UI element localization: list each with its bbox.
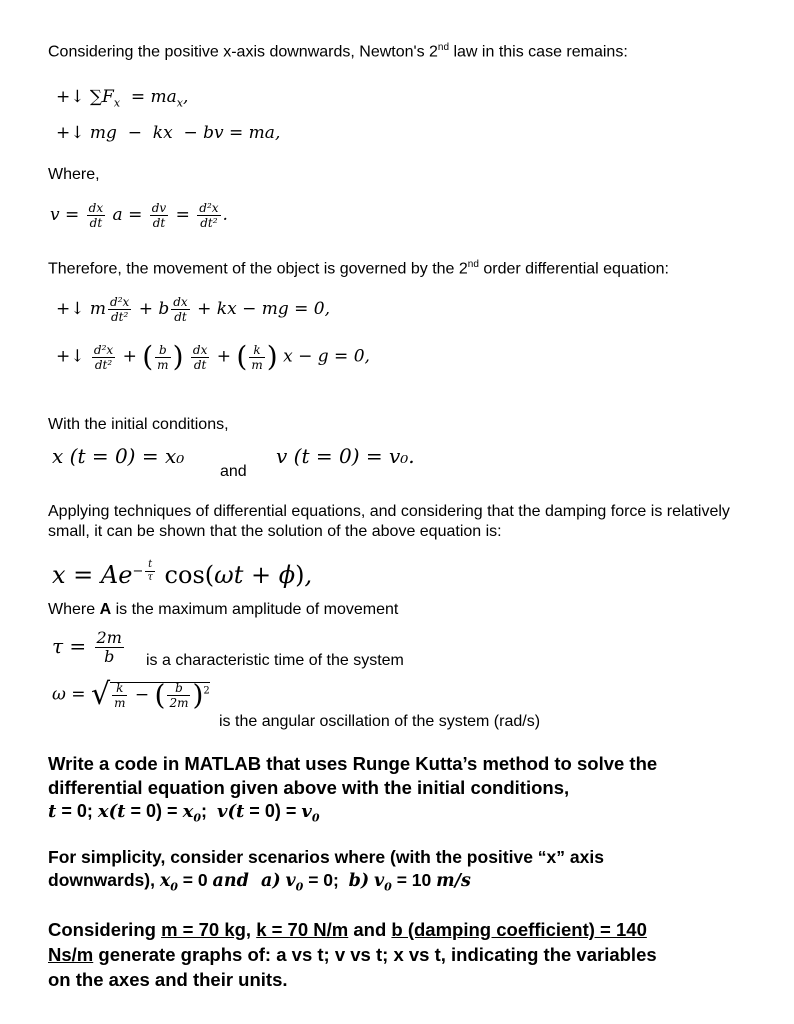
initial-conditions-label: With the initial conditions, [48, 416, 229, 433]
equation-ode-2: +↓ $\frac{\text{d²x}}{\text{dt²}}$ + ( $\frac{b}{m}$ ) $\frac{dx}{dt}$ + ( $\frac{k}{m}$ ) x − g = 0, [56, 340, 370, 373]
task-matlab-line-2: differential equation given above with the initial conditions, [48, 777, 570, 798]
therefore-text: Therefore, the movement of the object is governed by the 2nd order differential equation: [48, 259, 669, 278]
equation-v-a-definitions: v = $\frac{dx}{dt}$ a = $\frac{dv}{dt}$ = $\frac{\text{d²x}}{\text{dt²}}$ . [50, 201, 228, 230]
task-graphs-line-3: on the axes and their units. [48, 969, 288, 990]
intro-text: Considering the positive x-axis downwards, Newton's 2nd law in this case remains: [48, 42, 628, 61]
equation-solution: $x = Ae^{- \frac{t}{\tau}}$ cos(ωt + ϕ), [52, 559, 313, 589]
equation-tau: τ = $\frac{2m}{b}$ [52, 628, 122, 666]
applying-paragraph: Applying techniques of differential equations, and considering that the damping force is relatively small, it can be shown that the solution of the above equation is: [48, 503, 730, 540]
equation-ode-1: +↓ m $\frac{\text{d²x}}{\text{dt²}}$ + b $\frac{dx}{dt}$ + kx − mg = 0, [56, 295, 330, 324]
and-word: and [220, 463, 247, 480]
task-scenarios-line-1: For simplicity, consider scenarios where (with the positive “x” axis [48, 847, 604, 867]
where-label: Where, [48, 166, 100, 183]
initial-condition-x: x (t = 0) = x₀ [52, 444, 185, 468]
tau-description: is a characteristic time of the system [146, 652, 404, 669]
initial-condition-v: v (t = 0) = v₀. [276, 444, 415, 468]
omega-description: is the angular oscillation of the system (rad/s) [219, 713, 541, 730]
task-scenarios-line-2: downwards), $x_0 = 0$ and a) $v_0 = 0$; b) $v_0 = 10$ m/s [48, 870, 471, 894]
equation-forces: +↓ mg − kx − bv = ma, [56, 123, 281, 143]
equation-sum-forces: +↓ $\sum F_x = ma_x$, [56, 87, 189, 110]
amplitude-description: Where A is the maximum amplitude of movement [48, 601, 399, 618]
task-initial-conditions: t = 0; $x(t = 0) = x_0$; $v(t = 0) = v_0$ [48, 801, 320, 825]
task-matlab-line-1: Write a code in MATLAB that uses Runge Kutta’s method to solve the [48, 753, 658, 774]
task-graphs-line-1: Considering m = 70 kg, k = 70 N/m and b (damping coefficient) = 140 [48, 919, 647, 940]
task-graphs-line-2: Ns/m generate graphs of: a vs t; v vs t; x vs t, indicating the variables [48, 944, 657, 965]
equation-omega: ω = √ $\frac{k}{m}$ − ( $\frac{b}{2m}$ )$^2$ [52, 677, 210, 712]
